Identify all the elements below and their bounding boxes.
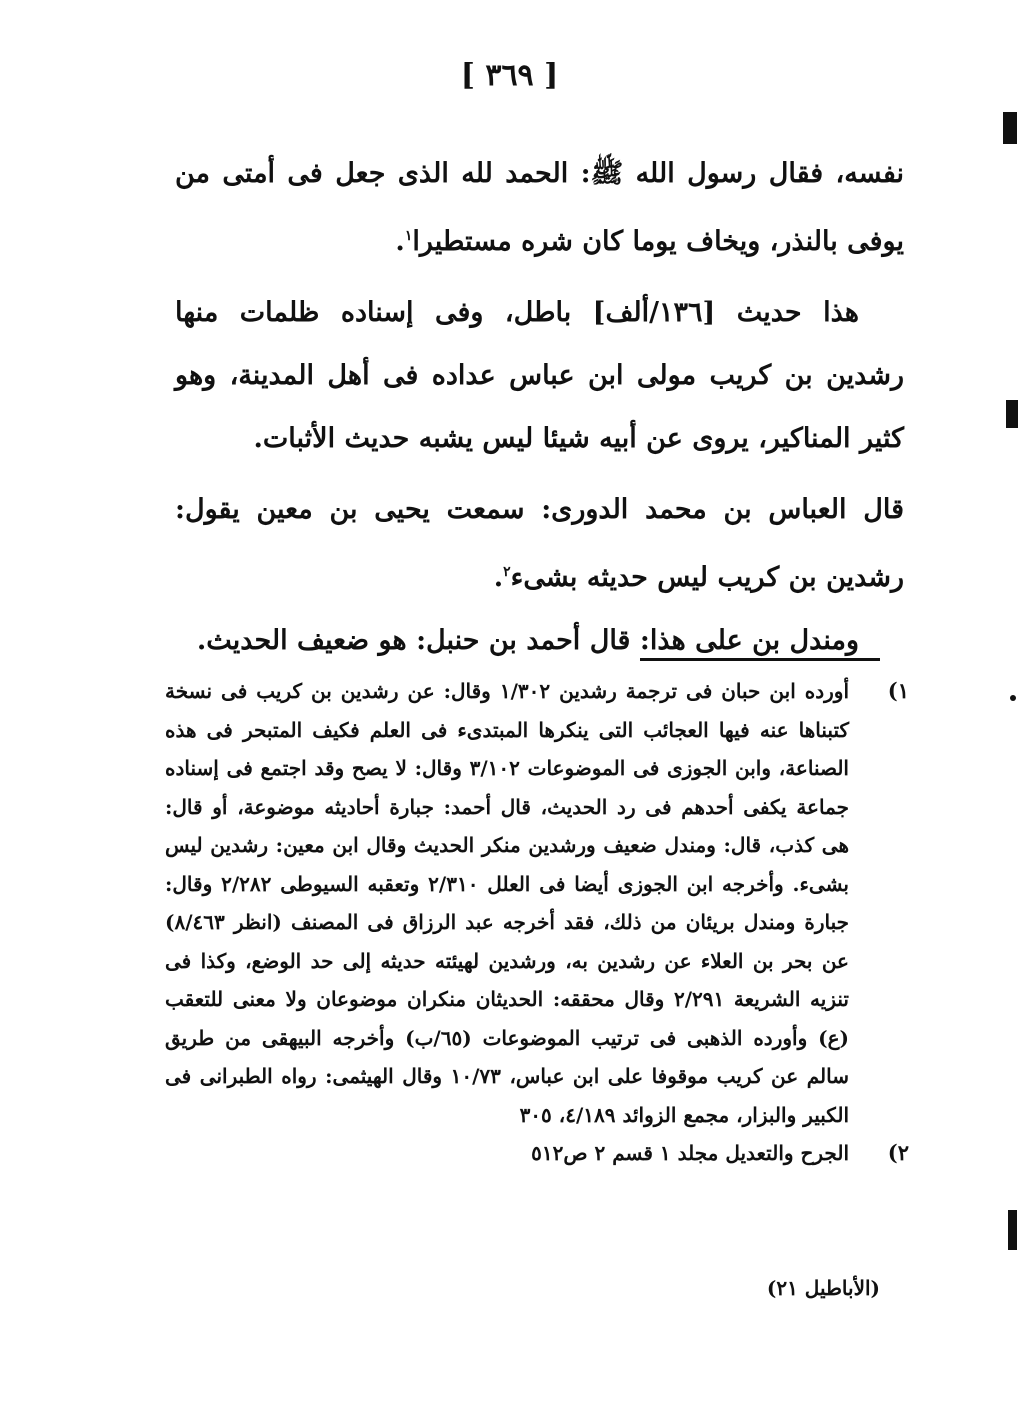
footnote-ref-1: ١ <box>404 228 413 244</box>
footnote-number: ١) <box>887 678 909 703</box>
footnote-2 <box>165 1134 909 1173</box>
footnotes <box>165 672 909 1173</box>
paragraph-4: ومندل بن على هذا: قال أحمد بن حنبل: هو ضعيف الحديث. <box>196 625 859 656</box>
footnote-text: الجرح والتعديل مجلد ١ قسم ٢ ص٥١٢ <box>531 1141 849 1165</box>
footnote-text: أورده ابن حبان فى ترجمة رشدين ١/٣٠٢ وقال: عن رشدين بن كريب فى نسخة كتبناها عنه فيها العجائب التى ينكرها المبتدىء فى العلم فكيف المتبحر فى هذه الصناعة، وابن الجوزى فى الموضوعات ٣/١٠٢ وقال: لا يصح وقد اجتمع فى إسناده جماعة يكفى أحدهم فى رد الحديث، قال أحمد: جبارة أحاديثه موضوعة، أو قال: هى كذب، قال: ومندل ضعيف ورشدين منكر الحديث وقال ابن معين: رشدين ليس بشىء. وأخرجه ابن الجوزى أيضا فى العلل ٢/٣١٠ وتعقبه السيوطى ٢/٢٨٢ وقال: جبارة ومندل بريئان من ذلك، فقد أخرجه عبد الرزاق فى المصنف (انظر ٨/٤٦٣) عن بحر بن العلاء عن رشدين به، ورشدين لهيئته حديثه إلى حد الوضع، وكذا فى تنزيه الشريعة ٢/٢٩١ وقال محققه: الحديثان منكران موضوعان ولا معنى للتعقب (ع) وأورده الذهبى فى ترتيب الموضوعات (٦٥/ب) وأخرجه البيهقى من طريق سالم عن كريب موقوفا على ابن عباس، ١٠/٧٣ وقال الهيثمى: رواه الطبرانى فى الكبير والبزار، مجمع الزوائد ٤/١٨٩، ٣٠٥ <box>165 679 850 1127</box>
scan-edge-mark <box>1010 695 1016 701</box>
paragraph-3: قال العباس بن محمد الدورى: سمعت يحيى بن معين يقول: رشدين بن كريب ليس حديثه بشىء$^٢$. <box>175 494 904 593</box>
paragraph-2: هذا حديث [١٣٦/ألف] باطل، وفى إسناده ظلمات منها رشدين بن كريب مولى ابن عباس عداده فى أهل المدينة، وهو كثير المناكير، يروى عن أبيه شيئا ليس يشبه حديث الأثبات. <box>175 297 904 454</box>
footnote-number: ٢) <box>887 1140 909 1165</box>
volume-signature: (الأباطيل ٢١) <box>766 1276 880 1300</box>
scan-edge-mark <box>1003 112 1017 144</box>
scan-edge-mark <box>1008 1210 1017 1250</box>
footnote-ref-2: ٢ <box>503 564 511 580</box>
paragraph-1: نفسه، فقال رسول الله ﷺ: الحمد لله الذى جعل فى أمتى من يوفى بالنذر، ويخاف يوما كان شره مستطيرا$^١$. <box>175 158 904 257</box>
scan-edge-mark <box>1006 400 1018 428</box>
footnote-1 <box>165 672 909 1134</box>
page-number: [ ٣٦٩ ] <box>460 58 559 93</box>
main-text <box>175 142 904 672</box>
footnote-divider <box>640 658 880 661</box>
